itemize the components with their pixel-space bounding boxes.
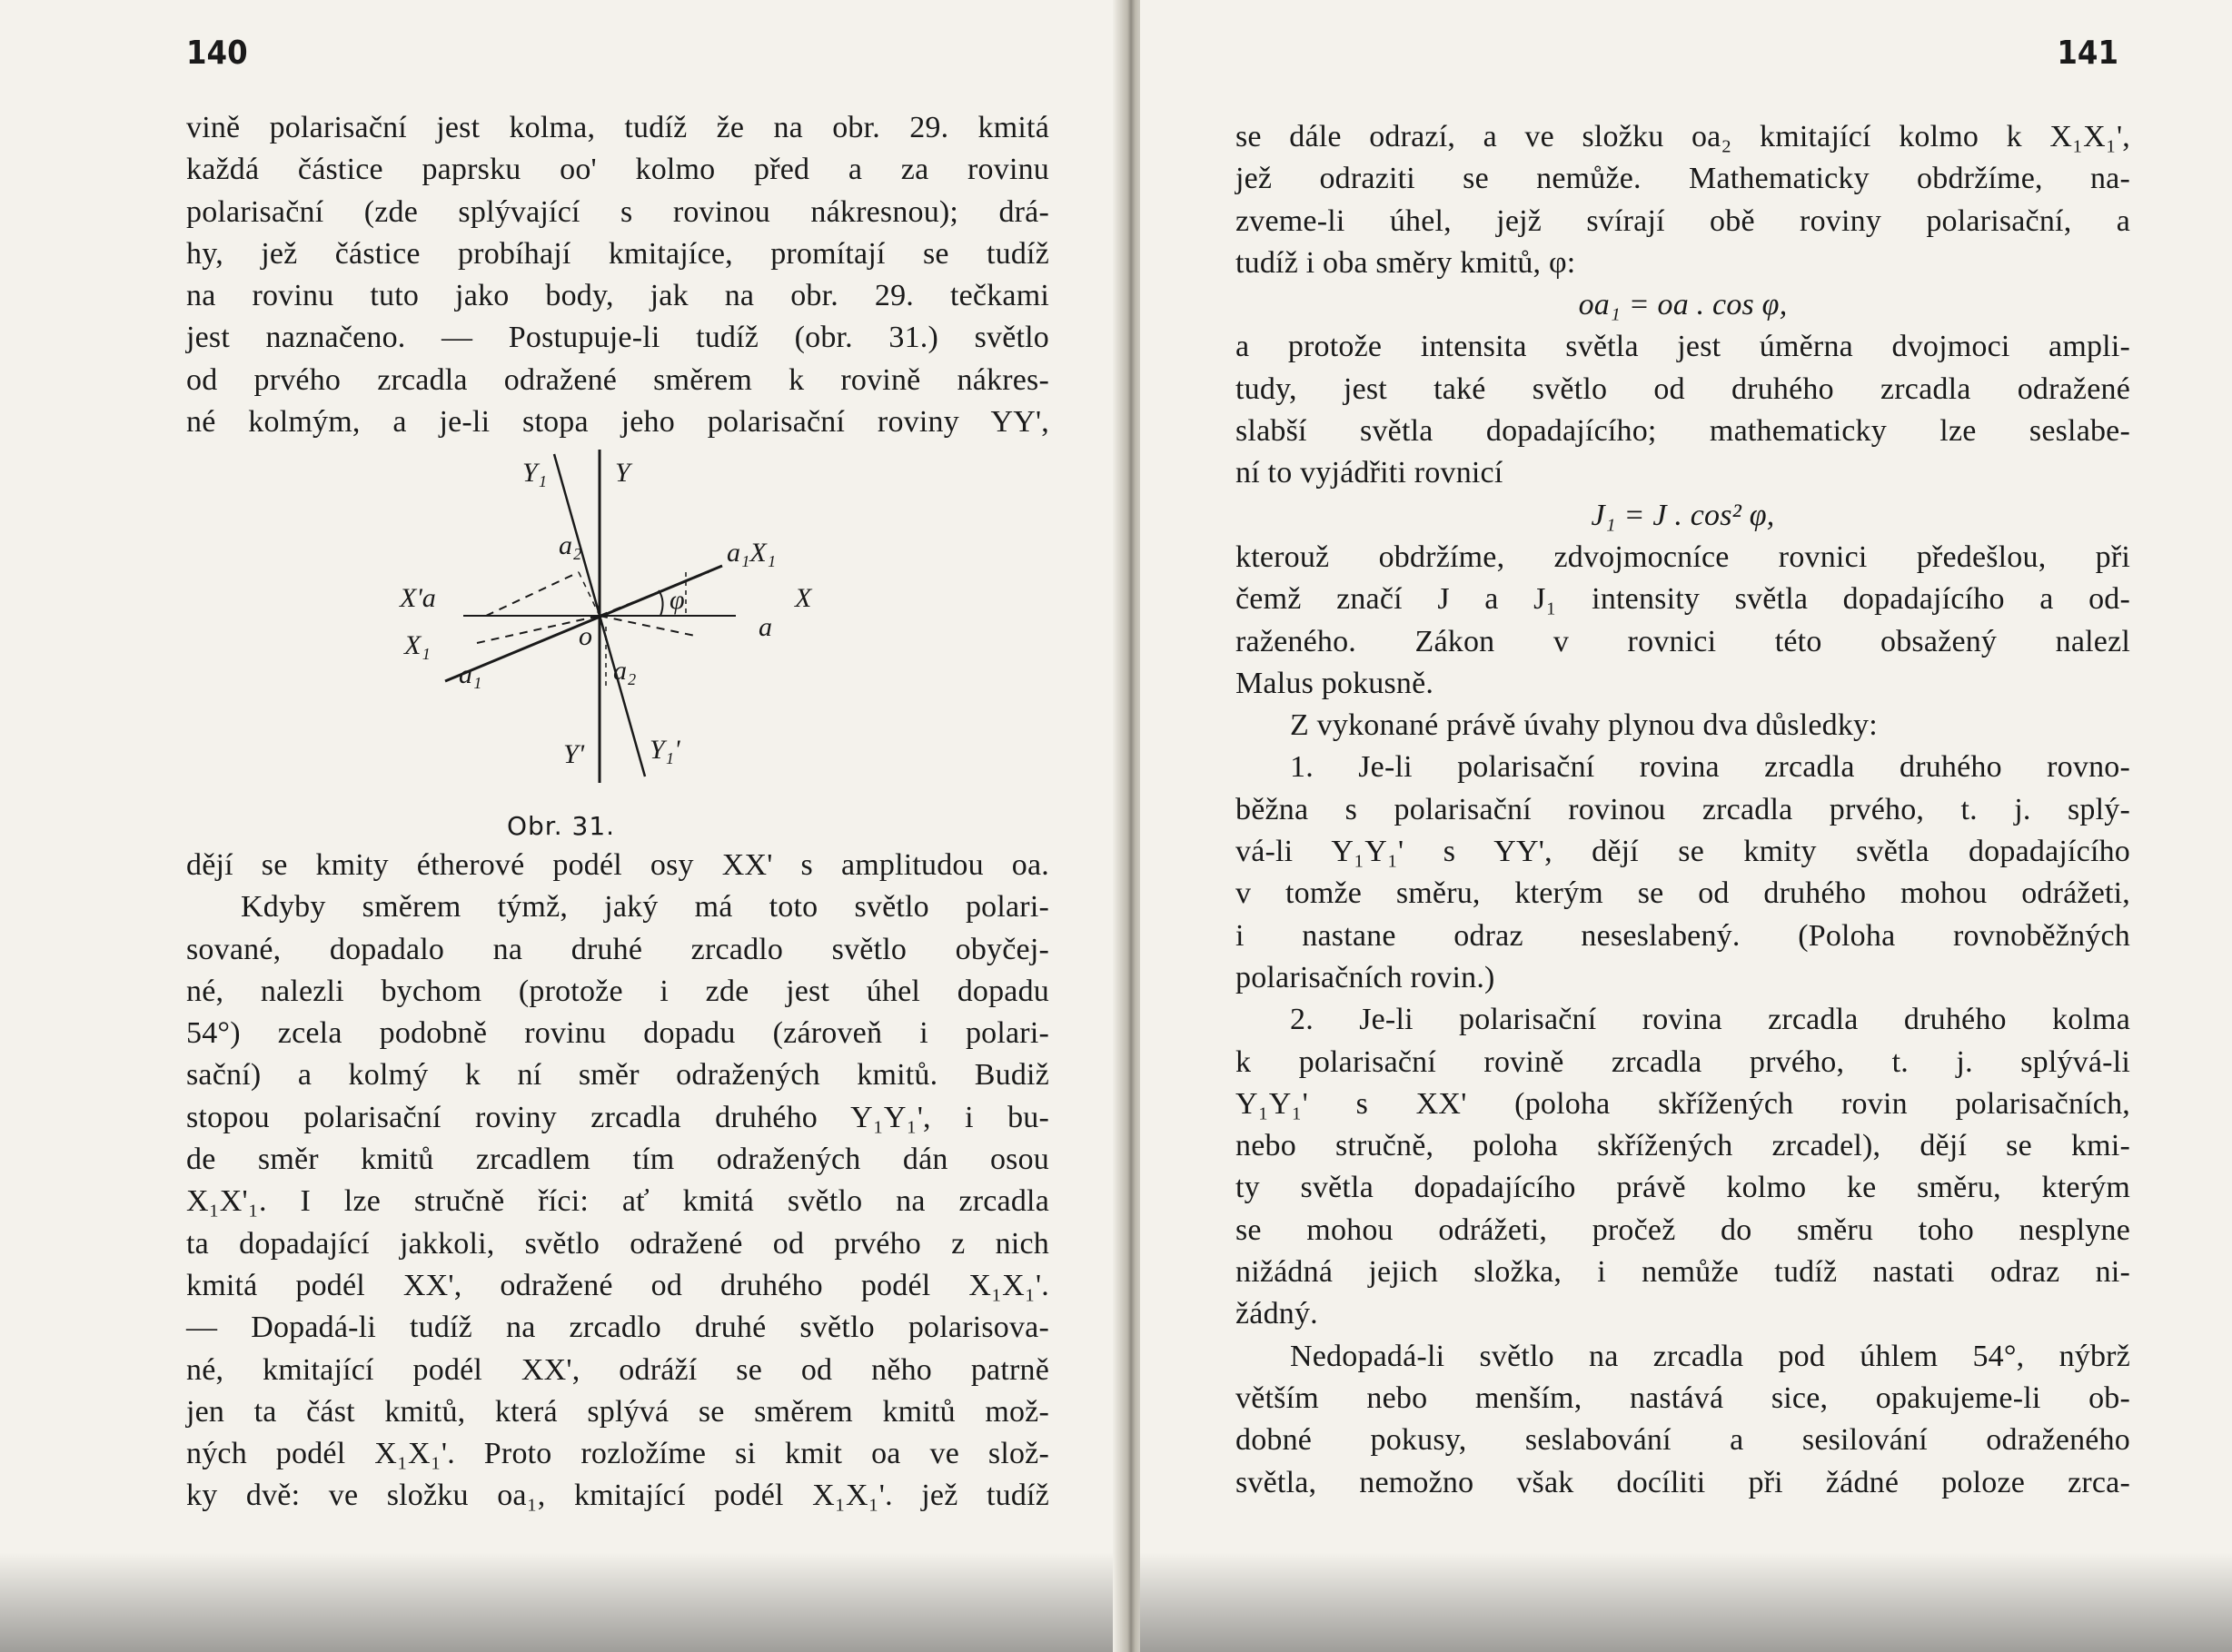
label-x-prime-a: X'a: [400, 583, 436, 613]
text-line: stopou polarisační roviny zrcadla druhého Y₁Y₁', i bu-: [186, 1100, 1049, 1134]
text-line: Z vykonané právě úvahy plynou dva důsledky:: [1290, 708, 1878, 743]
text-line: hy, jež částice probíhají kmitajíce, promítají se tudíž: [186, 236, 1049, 271]
label-a2-bottom: a₂: [613, 656, 637, 686]
page-number-left: 140: [186, 35, 248, 72]
text-line: čemž značí J a J₁ intensity světla dopadajícího a od-: [1235, 582, 2130, 617]
text-line: Kdyby směrem týmž, jaký má toto světlo polari-: [241, 890, 1049, 925]
text-line: na rovinu tuto jako body, jak na obr. 29. tečkami: [186, 279, 1049, 313]
text-line: — Dopadá-li tudíž na zrcadlo druhé světlo polarisova-: [186, 1311, 1049, 1345]
text-line: né, kmitající podél XX', odráží se od něho patrně: [186, 1352, 1049, 1387]
text-line: žádný.: [1235, 1297, 1318, 1331]
equation: J₁ = J . cos² φ,: [1591, 498, 1775, 532]
text-line: se mohou odrážeti, pročež do směru toho nesplyne: [1235, 1212, 2130, 1247]
label-a1-x1: a₁X₁: [727, 538, 777, 568]
right-text: [1235, 116, 2130, 1504]
text-line: X₁X'₁. I lze stručně říci: ať kmitá světlo na zrcadla: [186, 1184, 1049, 1219]
text-line: dobné pokusy, seslabování a sesilování odraženého: [1235, 1423, 2130, 1458]
text-line: Y₁Y₁' s XX' (poloha skřížených rovin polarisačních,: [1235, 1086, 2130, 1121]
text-line: Nedopadá-li světlo na zrcadla pod úhlem 54°, nýbrž: [1290, 1339, 2130, 1373]
text-line: se dále odrazí, a ve složku oa₂ kmitající kolmo k X₁X₁',: [1235, 120, 2130, 153]
label-y1-prime: Y₁': [650, 735, 680, 765]
label-a2-top: a₂: [559, 530, 582, 560]
label-y: Y: [615, 458, 630, 488]
text-line: ných podél X₁X₁'. Proto rozložíme si kmit oa ve slož-: [186, 1437, 1049, 1471]
dashed-line: [486, 572, 579, 616]
text-line: zveme-li úhel, jejž svírají obě roviny polarisační, a: [1235, 203, 2130, 238]
text-line: ní to vyjádřiti rovnicí: [1235, 456, 1503, 490]
dashed-line: [600, 616, 695, 636]
text-line: tudy, jest také světlo od druhého zrcadla odražené: [1235, 371, 2130, 406]
label-phi: φ: [670, 585, 685, 615]
text-line: ky dvě: ve složku oa₁, kmitající podél X₁X₁'. jež tudíž: [186, 1479, 1049, 1513]
text-line: ta dopadající jakkoli, světlo odražené od prvého z nich: [186, 1226, 1049, 1261]
text-line: slabší světla dopadajícího; mathematicky lze seslabe-: [1235, 414, 2130, 449]
left-text-before-figure: [186, 107, 1049, 443]
text-line: 1. Je-li polarisační rovina zrcadla druhého rovno-: [1290, 750, 2130, 785]
page-shadow: [0, 1552, 1122, 1652]
right-page: [1140, 0, 2232, 1652]
page-shadow: [1140, 1552, 2232, 1652]
angle-arc: [659, 590, 663, 616]
text-line: sované, dopadalo na druhé zrcadlo světlo obyčej-: [186, 932, 1049, 966]
label-a: a: [759, 612, 772, 642]
figure-caption: Obr. 31.: [506, 811, 616, 841]
label-a1-left: a₁: [459, 659, 482, 689]
text-line: tudíž i oba směry kmitů, φ:: [1235, 245, 1576, 280]
text-line: běžna s polarisační rovinou zrcadla prvého, t. j. splý-: [1235, 792, 2130, 826]
text-line: polarisační (zde splývající s rovinou nákresnou); drá-: [186, 194, 1049, 229]
text-line: raženého. Zákon v rovnici této obsažený nalezl: [1235, 624, 2130, 658]
text-line: vině polarisační jest kolma, tudíž že na obr. 29. kmitá: [186, 111, 1049, 144]
text-line: každá částice paprsku oo' kolmo před a za rovinu: [186, 153, 1049, 187]
text-line: jež odraziti se nemůže. Mathematicky obdržíme, na-: [1235, 162, 2130, 196]
polarisation-diagram: [368, 445, 840, 799]
text-line: i nastane odraz neseslabený. (Poloha rovnoběžných: [1235, 918, 2130, 953]
text-line: jen ta část kmitů, která splývá se směrem kmitů mož-: [186, 1394, 1049, 1429]
text-line: kmitá podél XX', odražené od druhého podél X₁X₁'.: [186, 1268, 1049, 1302]
text-line: Malus pokusně.: [1235, 666, 1434, 700]
text-line: de směr kmitů zrcadlem tím odražených dán osou: [186, 1143, 1049, 1177]
label-o: o: [579, 621, 592, 651]
text-line: né kolmým, a je-li stopa jeho polarisační roviny YY',: [186, 405, 1049, 440]
label-x1: X₁: [404, 630, 431, 660]
label-y1: Y₁: [522, 458, 548, 488]
text-line: větším nebo menším, nastává sice, opakujeme-li ob-: [1235, 1380, 2130, 1415]
label-x: X: [795, 583, 812, 613]
text-line: dějí se kmity étherové podél osy XX' s amplitudou oa.: [186, 848, 1049, 882]
text-line: k polarisační rovině zrcadla prvého, t. j. splývá-li: [1235, 1044, 2130, 1079]
text-line: kterouž obdržíme, zdvojmocníce rovnici předešlou, při: [1235, 539, 2130, 574]
left-text-after-figure: [186, 845, 1049, 1518]
text-line: jest naznačeno. — Postupuje-li tudíž (obr. 31.) světlo: [186, 321, 1049, 355]
text-line: ty světla dopadajícího právě kolmo ke směru, kterým: [1235, 1171, 2130, 1205]
text-line: nižádná jejich složka, i nemůže tudíž nastati odraz ni-: [1235, 1255, 2130, 1290]
text-line: světla, nemožno však docíliti při žádné poloze zrca-: [1235, 1465, 2130, 1499]
text-line: nebo stručně, poloha skřížených zrcadel), dějí se kmi-: [1235, 1129, 2130, 1163]
text-line: v tomže směru, kterým se od druhého mohou odrážeti,: [1235, 876, 2130, 911]
text-line: 2. Je-li polarisační rovina zrcadla druhého kolma: [1290, 1003, 2130, 1037]
text-line: a protože intensita světla jest úměrna dvojmoci ampli-: [1235, 330, 2130, 364]
text-line: polarisačních rovin.): [1235, 960, 1495, 994]
text-line: sační) a kolmý k ní směr odražených kmitů. Budiž: [186, 1058, 1049, 1093]
equation: oa₁ = oa . cos φ,: [1578, 288, 1788, 322]
page-number-right: 141: [2057, 35, 2118, 72]
text-line: od prvého zrcadla odražené směrem k rovině nákres-: [186, 362, 1049, 397]
label-y-prime: Y': [563, 739, 585, 769]
text-line: vá-li Y₁Y₁' s YY', dějí se kmity světla dopadajícího: [1235, 835, 2130, 869]
text-line: 54°) zcela podobně rovinu dopadu (zároveň i polari-: [186, 1016, 1049, 1051]
text-line: né, nalezli bychom (protože i zde jest úhel dopadu: [186, 974, 1049, 1008]
